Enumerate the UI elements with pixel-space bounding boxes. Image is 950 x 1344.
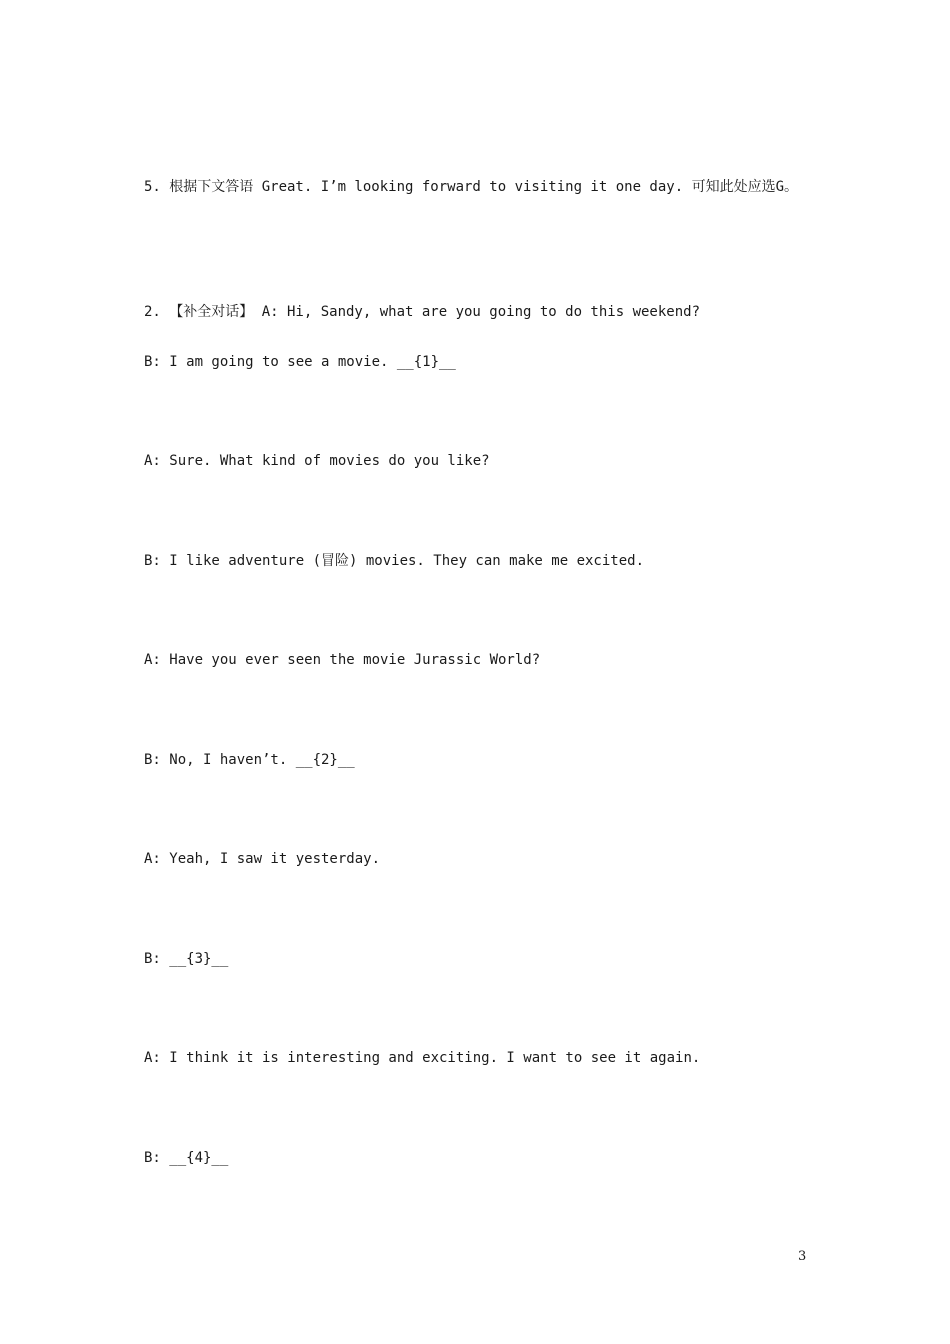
dialogue-line: A: Have you ever seen the movie Jurassic World? bbox=[144, 652, 541, 668]
dialogue-line: B: No, I haven’t. __{2}__ bbox=[144, 752, 355, 768]
dialogue-line: A: I think it is interesting and exciting. I want to see it again. bbox=[144, 1050, 701, 1066]
dialogue-line: B: I am going to see a movie. __{1}__ bbox=[144, 354, 456, 370]
dialogue-line: B: __{4}__ bbox=[144, 1150, 229, 1166]
dialogue-line: B: __{3}__ bbox=[144, 951, 229, 967]
explanation-item-5: 5. 根据下文答语 Great. I’m looking forward to visiting it one day. 可知此处应选G。 bbox=[144, 179, 799, 195]
dialogue-line: B: I like adventure (冒险) movies. They can make me excited. bbox=[144, 553, 645, 569]
dialogue-line: A: Sure. What kind of movies do you like? bbox=[144, 453, 490, 469]
dialogue-line: A: Yeah, I saw it yesterday. bbox=[144, 851, 381, 867]
question-header: 2. 【补全对话】 A: Hi, Sandy, what are you going to do this weekend? bbox=[144, 304, 701, 320]
page-number: 3 bbox=[798, 1249, 807, 1264]
